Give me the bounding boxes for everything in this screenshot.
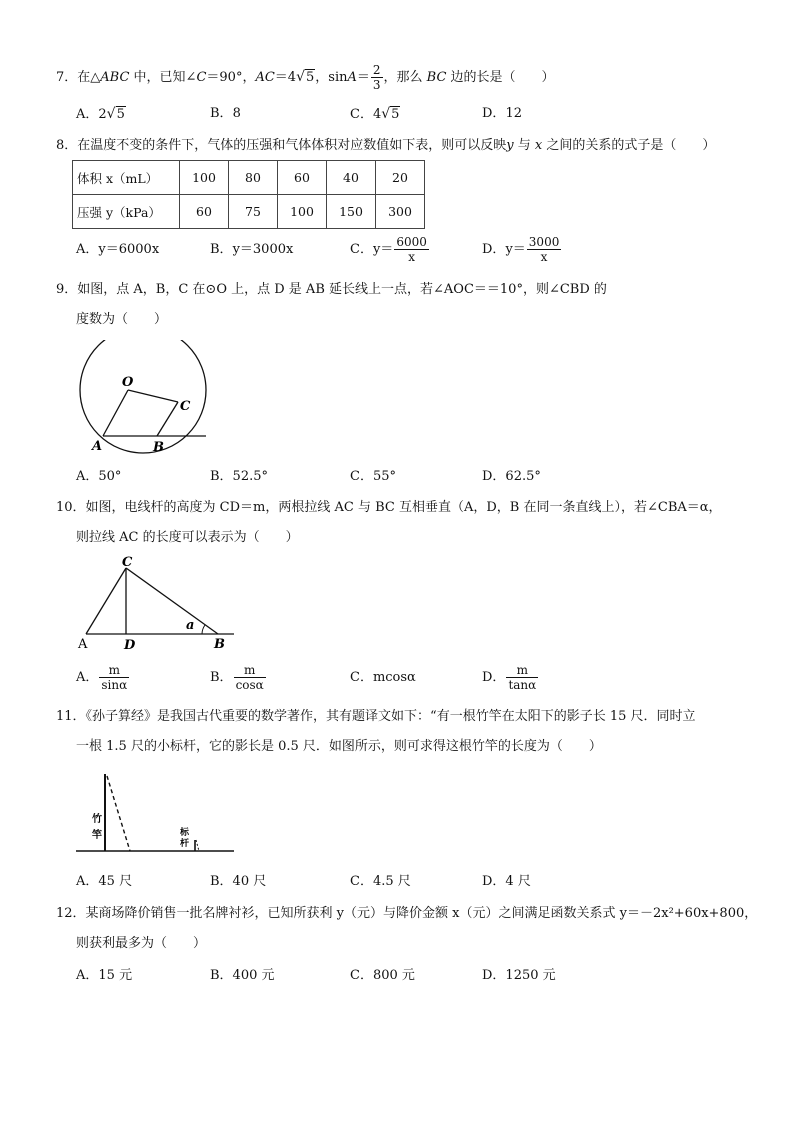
table-row xyxy=(73,195,425,229)
segment-oc xyxy=(128,390,178,402)
marker-ray xyxy=(196,840,199,851)
table-cell: 150 xyxy=(327,195,376,229)
q9-option-d[interactable]: D．62.5° xyxy=(482,469,541,484)
label-o: O xyxy=(122,375,134,390)
q9-option-a[interactable]: A．50° xyxy=(76,469,122,484)
q9-circle-figure xyxy=(70,340,220,460)
q9-stem-line2: 度数为（ ） xyxy=(76,312,168,327)
segment-ac xyxy=(86,568,126,634)
q12-option-b[interactable]: B．400 元 xyxy=(210,968,275,983)
q9-option-b[interactable]: B．52.5° xyxy=(210,469,268,484)
q12-stem-line1: 12．某商场降价销售一批名牌衬衫，已知所获利 y（元）与降价金额 x（元）之间满足函数关系式 y＝－2x²+60x+800， xyxy=(56,906,758,921)
table-header-pressure: 压强 y（kPa） xyxy=(73,195,180,229)
q8-stem: 8．在温度不变的条件下，气体的压强和气体体积对应数值如下表，则可以反映y 与 x 之间的关系的式子是（ ） xyxy=(56,138,716,153)
q10-option-b[interactable]: B． $\frac{m}{\cos\alpha}$ xyxy=(210,663,264,692)
segment-oa xyxy=(103,390,128,436)
q9-number: 9． xyxy=(56,282,78,297)
q12-option-d[interactable]: D．1250 元 xyxy=(482,968,556,983)
q10-option-c[interactable]: C．mcosα xyxy=(350,670,416,685)
table-cell: 60 xyxy=(180,195,229,229)
table-cell: 100 xyxy=(180,161,229,195)
label-a: A xyxy=(78,637,88,652)
q7-number: 7． xyxy=(56,70,78,85)
q11-stem-line2: 一根 1.5 尺的小标杆，它的影长是 0.5 尺．如图所示，则可求得这根竹竿的长度为（ ） xyxy=(76,739,602,754)
label-gan: 竿 xyxy=(92,830,102,841)
q10-stem-line1: 10．如图，电线杆的高度为 CD＝m，两根拉线 AC 与 BC 互相垂直（A，D，B 在同一条直线上），若∠CBA＝α， xyxy=(56,500,722,515)
segment-bc xyxy=(126,568,218,634)
table-cell: 300 xyxy=(376,195,425,229)
q7-option-b[interactable]: B．8 xyxy=(210,106,241,121)
q11-number: 11． xyxy=(56,709,86,724)
sun-ray xyxy=(107,776,130,851)
angle-alpha-arc xyxy=(202,625,205,634)
q7-option-d[interactable]: D．12 xyxy=(482,106,522,121)
q10-pole-figure xyxy=(74,556,244,656)
label-gan2: 杆 xyxy=(180,839,190,849)
q9-stem-line1: 9．如图，点 A，B，C 在⊙O 上，点 D 是 AB 延长线上一点，若∠AOC＝＝10°，则∠CBD 的 xyxy=(56,282,607,297)
q7-radical: √5 xyxy=(296,69,315,85)
segment-bc xyxy=(157,402,178,436)
q7-stem: 7．在△ABC 中，已知∠C＝90°，AC＝4√5，sinA＝ $\frac{2}{3}$ ，那么 BC 边的长是（ ） xyxy=(56,63,555,92)
label-b: B xyxy=(153,440,164,455)
table-cell: 20 xyxy=(376,161,425,195)
table-header-volume: 体积 x（mL） xyxy=(73,161,180,195)
table-cell: 100 xyxy=(278,195,327,229)
q8-data-table xyxy=(72,160,425,229)
label-d: D xyxy=(124,638,136,653)
q8-option-b[interactable]: B．y＝3000x xyxy=(210,242,294,257)
label-alpha: a xyxy=(186,618,195,633)
q7-fraction: $\frac{2}{3}$ xyxy=(372,63,381,92)
q11-option-c[interactable]: C．4.5 尺 xyxy=(350,874,411,889)
table-cell: 75 xyxy=(229,195,278,229)
label-a: A xyxy=(92,439,103,454)
q10-number: 10． xyxy=(56,500,86,515)
table-cell: 80 xyxy=(229,161,278,195)
q12-number: 12． xyxy=(56,906,86,921)
label-c: C xyxy=(122,556,133,570)
label-zhu: 竹 xyxy=(92,814,102,825)
q8-number: 8． xyxy=(56,138,78,153)
q12-option-c[interactable]: C．800 元 xyxy=(350,968,415,983)
q12-option-a[interactable]: A．15 元 xyxy=(76,968,133,983)
q11-option-a[interactable]: A．45 尺 xyxy=(76,874,133,889)
q7-option-a[interactable]: A．2√5 xyxy=(76,106,125,122)
q8-option-c[interactable]: C．y＝ $\frac{6000}{x}$ xyxy=(350,235,427,264)
label-b: B xyxy=(214,637,225,652)
q11-stem-line1: 11．《孙子算经》是我国古代重要的数学著作，其有题译文如下：“有一根竹竿在太阳下的影子长 15 尺．同时立 xyxy=(56,709,696,724)
table-cell: 60 xyxy=(278,161,327,195)
q10-stem-line2: 则拉线 AC 的长度可以表示为（ ） xyxy=(76,530,299,545)
q7-option-c[interactable]: C．4√5 xyxy=(350,106,400,122)
q11-option-d[interactable]: D．4 尺 xyxy=(482,874,531,889)
q11-option-b[interactable]: B．40 尺 xyxy=(210,874,267,889)
q11-bamboo-figure xyxy=(70,768,240,858)
table-row xyxy=(73,161,425,195)
label-c: C xyxy=(180,399,191,414)
q9-option-c[interactable]: C．55° xyxy=(350,469,396,484)
q10-option-d[interactable]: D． $\frac{m}{\tan\alpha}$ xyxy=(482,663,537,692)
q12-stem-line2: 则获利最多为（ ） xyxy=(76,936,207,951)
q8-option-d[interactable]: D．y＝ $\frac{3000}{x}$ xyxy=(482,235,560,264)
q10-option-a[interactable]: A． $\frac{m}{\sin\alpha}$ xyxy=(76,663,128,692)
label-biao: 标 xyxy=(180,828,190,838)
q8-option-a[interactable]: A．y＝6000x xyxy=(76,242,160,257)
table-cell: 40 xyxy=(327,161,376,195)
